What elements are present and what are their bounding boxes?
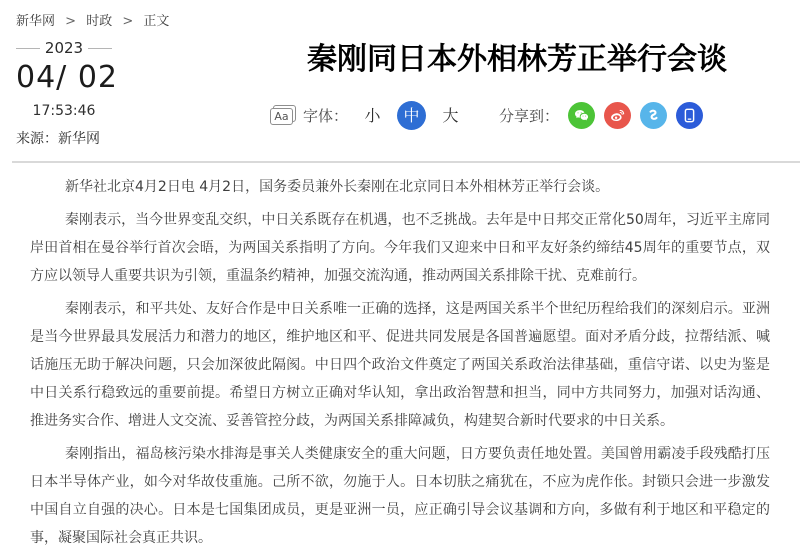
source-label: 来源： [16, 131, 58, 147]
source-line [16, 128, 112, 148]
breadcrumb-item-politics[interactable]: 时政 [86, 14, 113, 29]
font-size-small-button[interactable]: 小 [364, 106, 381, 125]
publish-date: 04/ 02 [16, 60, 118, 95]
toolbar [270, 101, 764, 131]
article-body [0, 163, 800, 552]
article-paragraph: 新华社北京4月2日电 4月2日，国务委员兼外长秦刚在北京同日本外相林芳正举行会谈。 [65, 179, 610, 195]
weibo-icon[interactable] [604, 102, 631, 129]
wechat-icon[interactable] [568, 102, 595, 129]
source-name: 新华网 [58, 131, 100, 147]
article-paragraph: 秦刚表示，和平共处、友好合作是中日关系唯一正确的选择，这是两国关系半个世纪历程给我们的深刻启示。亚洲是当今世界最具发展活力和潜力的地区，维护地区和平、促进共同发展是各国普遍愿望。面对矛盾分歧，拉帮结派、喊话施压无助于解决问题，只会加深彼此隔阂。中日四个政治文件奠定了两国关系政治法律基础，重信守诺、以史为鉴是中日关系行稳致远的重要前提。希望日方树立正确对华认知，拿出政治智慧和担当，同中方共同努力，加强对话沟通、推进务实合作、增进人文交流、妥善管控分歧，为两国关系排障减负，构建契合新时代要求的中日关系。 [30, 301, 770, 429]
font-size-label: 字体： [303, 107, 349, 125]
page-title: 秦刚同日本外相林芳正举行会谈 [307, 42, 727, 77]
share-s-icon[interactable] [640, 102, 667, 129]
breadcrumb-item-home[interactable]: 新华网 [16, 14, 56, 29]
year-dash-left [16, 48, 40, 49]
breadcrumb [0, 0, 800, 33]
font-size-icon: Aa [270, 106, 296, 125]
date-block [0, 33, 270, 148]
font-size-medium-button[interactable]: 中 [397, 101, 426, 130]
article-paragraph: 秦刚表示，当今世界变乱交织，中日关系既存在机遇，也不乏挑战。去年是中日邦交正常化50周年，习近平主席同岸田首相在曼谷举行首次会晤，为两国关系指明了方向。今年我们又迎来中日和平友好条约缔结45周年的重要节点，双方应以领导人重要共识为引领，重温条约精神，加强交流沟通，推动两国关系排除干扰、克难前行。 [30, 212, 770, 284]
mobile-icon[interactable] [676, 102, 703, 129]
breadcrumb-item-current: 正文 [143, 14, 170, 29]
share-to-label: 分享到： [499, 107, 560, 125]
breadcrumb-separator: > [65, 14, 77, 29]
article-paragraph: 秦刚指出，福岛核污染水排海是事关人类健康安全的重大问题，日方要负责任地处置。美国曾用霸凌手段残酷打压日本半导体产业，如今对华故伎重施。己所不欲，勿施于人。日本切肤之痛犹在，不应为虎作伥。封锁只会进一步激发中国自立自强的决心。日本是七国集团成员，更是亚洲一员，应正确引导会议基调和方向，多做有利于地区和平稳定的事，凝聚国际社会真正共识。 [30, 446, 770, 546]
breadcrumb-separator: > [122, 14, 134, 29]
publish-year: 2023 [16, 39, 112, 57]
font-size-large-button[interactable]: 大 [442, 106, 459, 125]
year-dash-right [88, 48, 112, 49]
article-header [0, 33, 800, 148]
title-area [270, 33, 800, 131]
publish-time: 17:53:46 [32, 103, 96, 119]
